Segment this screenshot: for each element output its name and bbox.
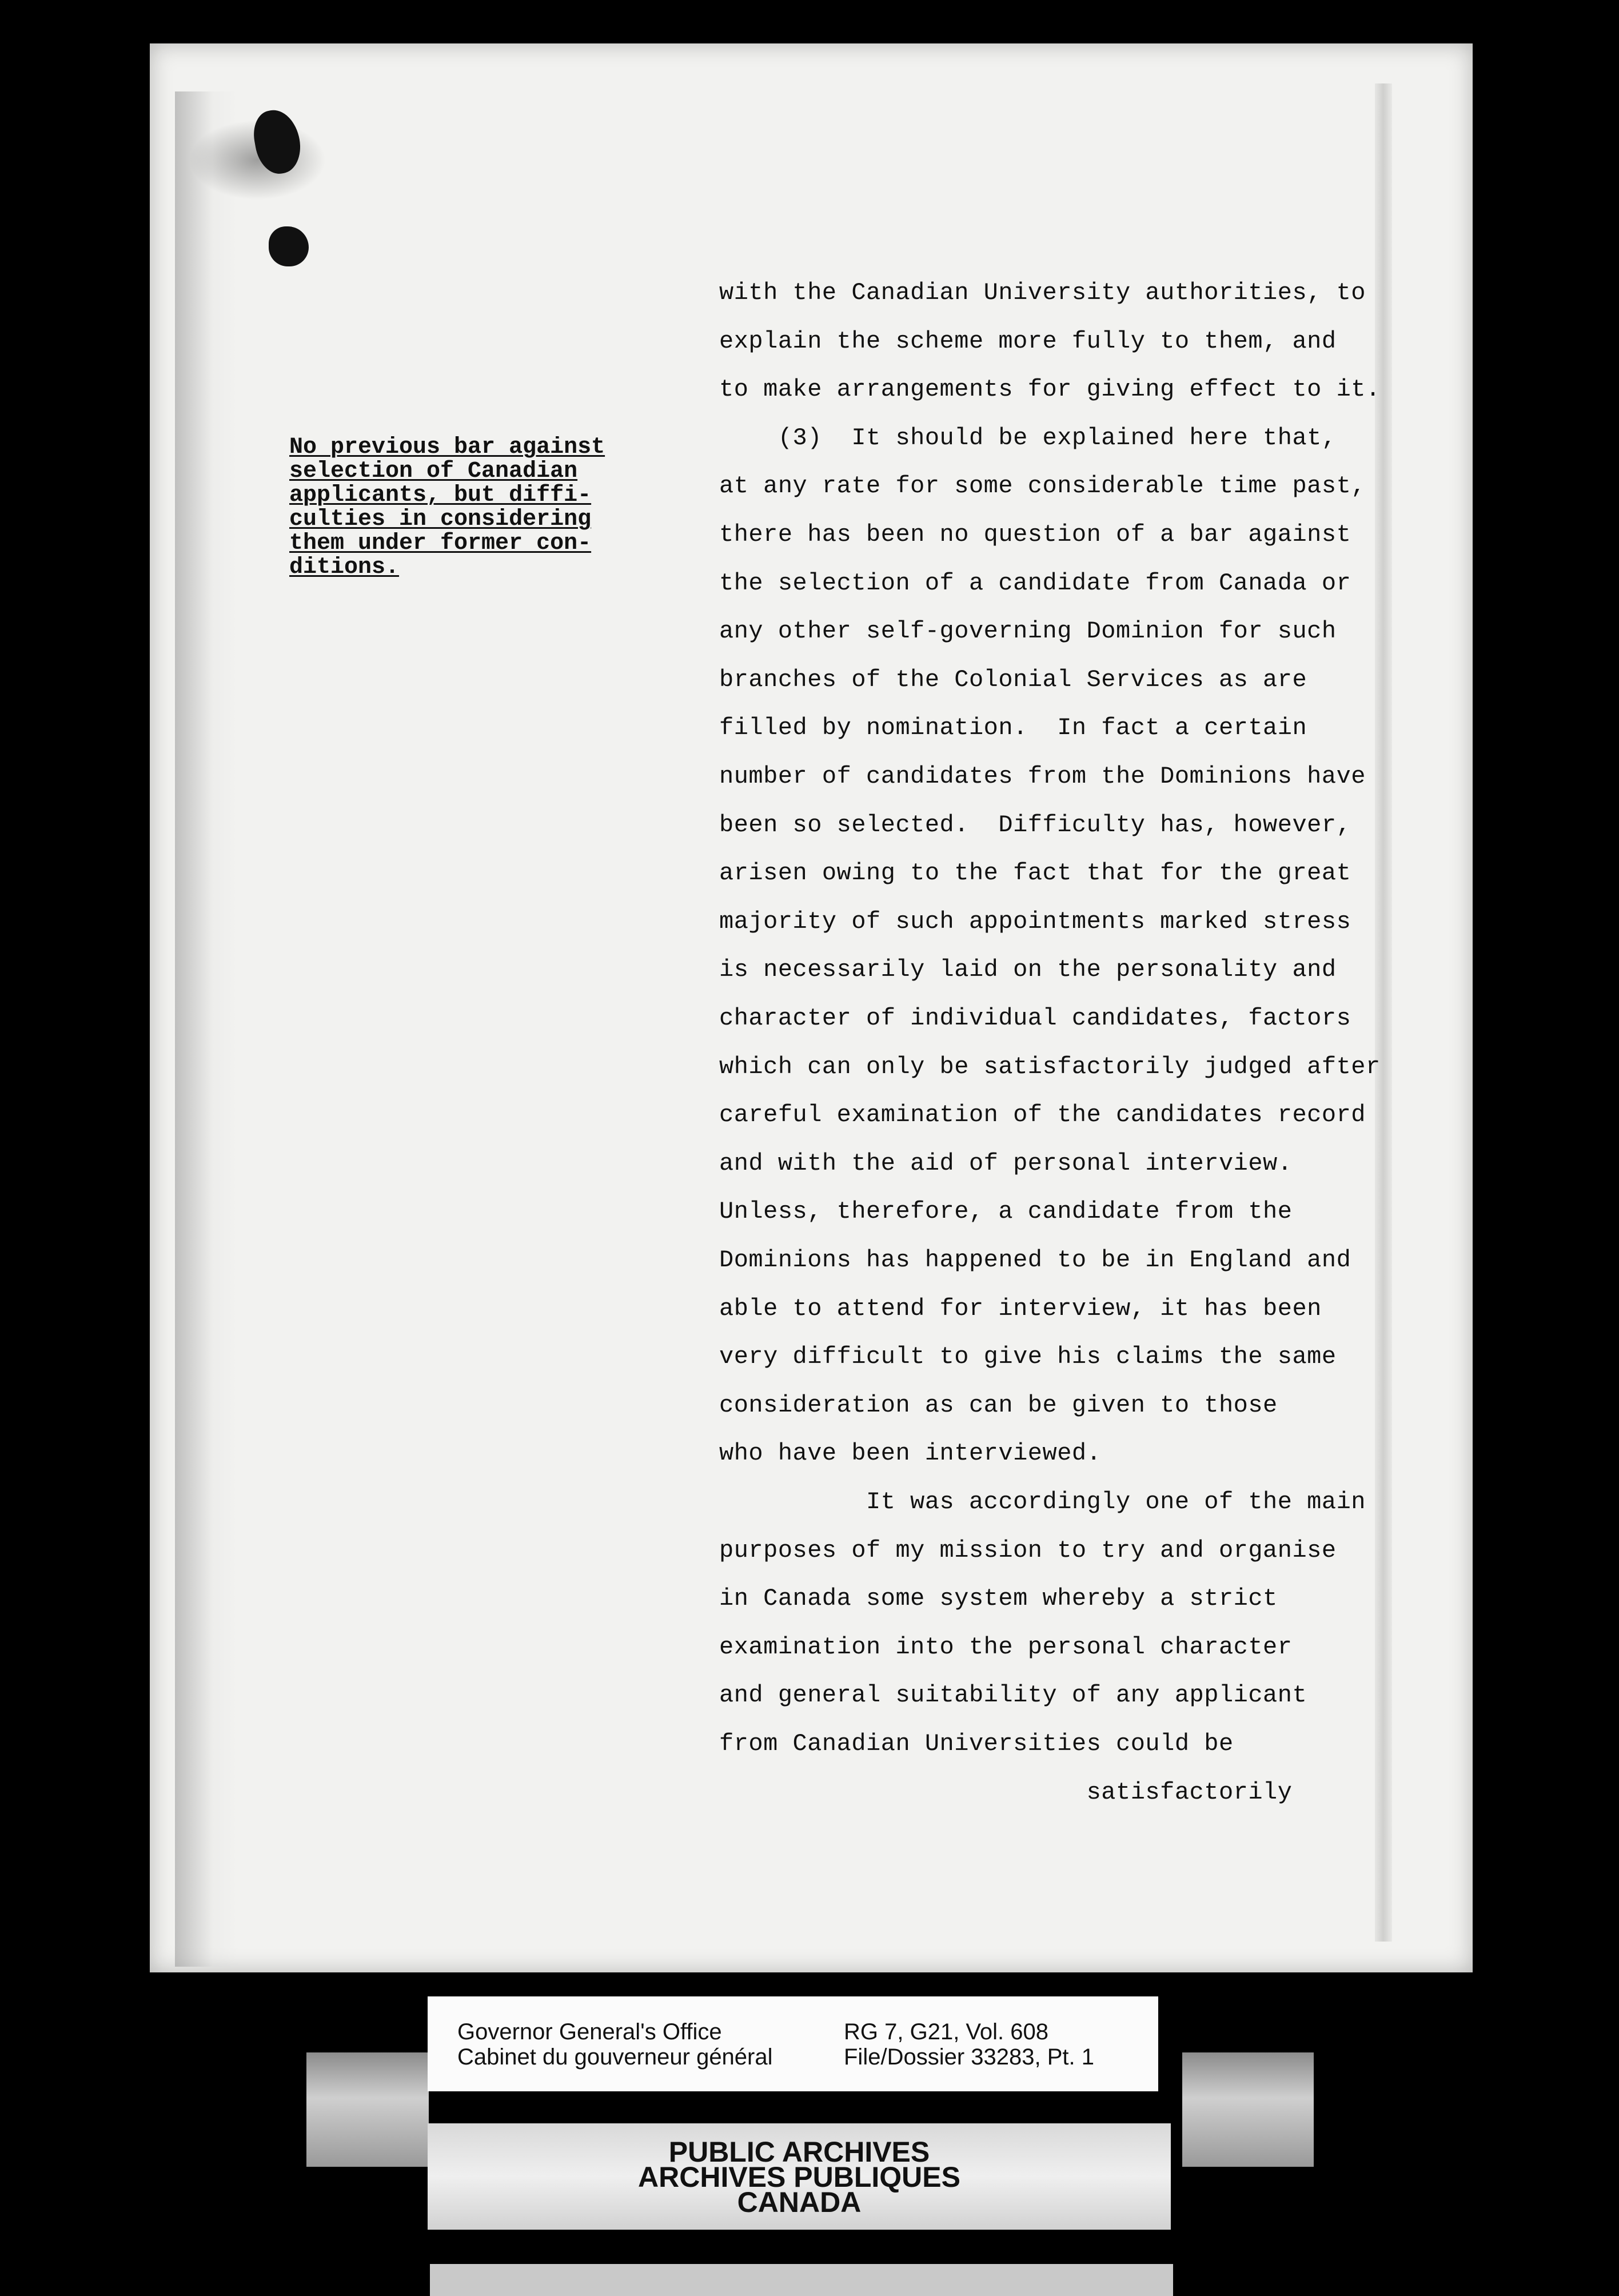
- archives-stamp: [428, 2123, 1171, 2230]
- reference-number: [844, 2019, 1094, 2070]
- text-line: able to attend for interview, it has been: [719, 1295, 1322, 1322]
- text-line: Unless, therefore, a candidate from the: [719, 1198, 1293, 1225]
- text-line: any other self-governing Dominion for such: [719, 617, 1337, 645]
- margin-note: [289, 436, 632, 580]
- office-name-en: Governor General's Office: [457, 2019, 722, 2044]
- text-line: Dominions has happened to be in England and: [719, 1246, 1351, 1274]
- text-line: and general suitability of any applicant: [719, 1681, 1307, 1709]
- text-line: to make arrangements for giving effect to it.: [719, 376, 1381, 403]
- text-line: which can only be satisfactorily judged after: [719, 1053, 1381, 1081]
- text-line: at any rate for some considerable time past,: [719, 472, 1366, 500]
- stamp-line: ARCHIVES PUBLIQUES: [638, 2161, 960, 2193]
- text-line: who have been interviewed.: [719, 1440, 1102, 1467]
- margin-note-line: culties in considering: [289, 507, 592, 532]
- text-line: examination into the personal character: [719, 1633, 1293, 1661]
- text-line: majority of such appointments marked stress: [719, 908, 1351, 935]
- text-line: filled by nomination. In fact a certain: [719, 714, 1307, 742]
- file-number: File/Dossier 33283, Pt. 1: [844, 2044, 1094, 2070]
- record-group: RG 7, G21, Vol. 608: [844, 2019, 1048, 2044]
- text-line: been so selected. Difficulty has, however,: [719, 811, 1351, 839]
- margin-note-line: ditions.: [289, 555, 400, 580]
- archive-label: [428, 1996, 1158, 2091]
- text-line: purposes of my mission to try and organise: [719, 1537, 1337, 1564]
- margin-note-line: applicants, but diffi-: [289, 483, 592, 508]
- text-line: is necessarily laid on the personality and: [719, 956, 1337, 983]
- text-line: satisfactorily: [719, 1779, 1293, 1806]
- binder-clip-left: [306, 2052, 429, 2167]
- text-line: arisen owing to the fact that for the great: [719, 859, 1351, 887]
- text-line: very difficult to give his claims the same: [719, 1343, 1337, 1370]
- film-strip: [430, 2264, 1173, 2296]
- text-line: with the Canadian University authorities, to: [719, 279, 1366, 306]
- binder-clip-right: [1182, 2052, 1314, 2167]
- stamp-line: CANADA: [737, 2186, 862, 2218]
- text-line: from Canadian Universities could be: [719, 1730, 1234, 1757]
- stamp-line: PUBLIC ARCHIVES: [668, 2136, 930, 2168]
- text-line: explain the scheme more fully to them, and: [719, 328, 1337, 355]
- office-name: [457, 2019, 773, 2070]
- text-line: number of candidates from the Dominions have: [719, 763, 1366, 790]
- text-line: there has been no question of a bar against: [719, 521, 1351, 548]
- office-name-fr: Cabinet du gouverneur général: [457, 2044, 773, 2070]
- margin-note-line: them under former con-: [289, 531, 592, 556]
- text-line: It was accordingly one of the main: [719, 1488, 1366, 1516]
- text-line: branches of the Colonial Services as are: [719, 666, 1307, 693]
- text-line: and with the aid of personal interview.: [719, 1150, 1293, 1177]
- punch-hole-bottom: [269, 226, 309, 266]
- margin-note-line: selection of Canadian: [289, 459, 578, 484]
- margin-note-line: No previous bar against: [289, 435, 605, 460]
- page-edge: [1375, 83, 1392, 1942]
- text-line: the selection of a candidate from Canada or: [719, 569, 1351, 597]
- text-line: character of individual candidates, factors: [719, 1005, 1351, 1032]
- text-line: (3) It should be explained here that,: [719, 424, 1337, 452]
- text-line: consideration as can be given to those: [719, 1392, 1278, 1419]
- text-line: in Canada some system whereby a strict: [719, 1585, 1278, 1612]
- page-shadow: [175, 91, 238, 1967]
- text-line: careful examination of the candidates record: [719, 1101, 1366, 1129]
